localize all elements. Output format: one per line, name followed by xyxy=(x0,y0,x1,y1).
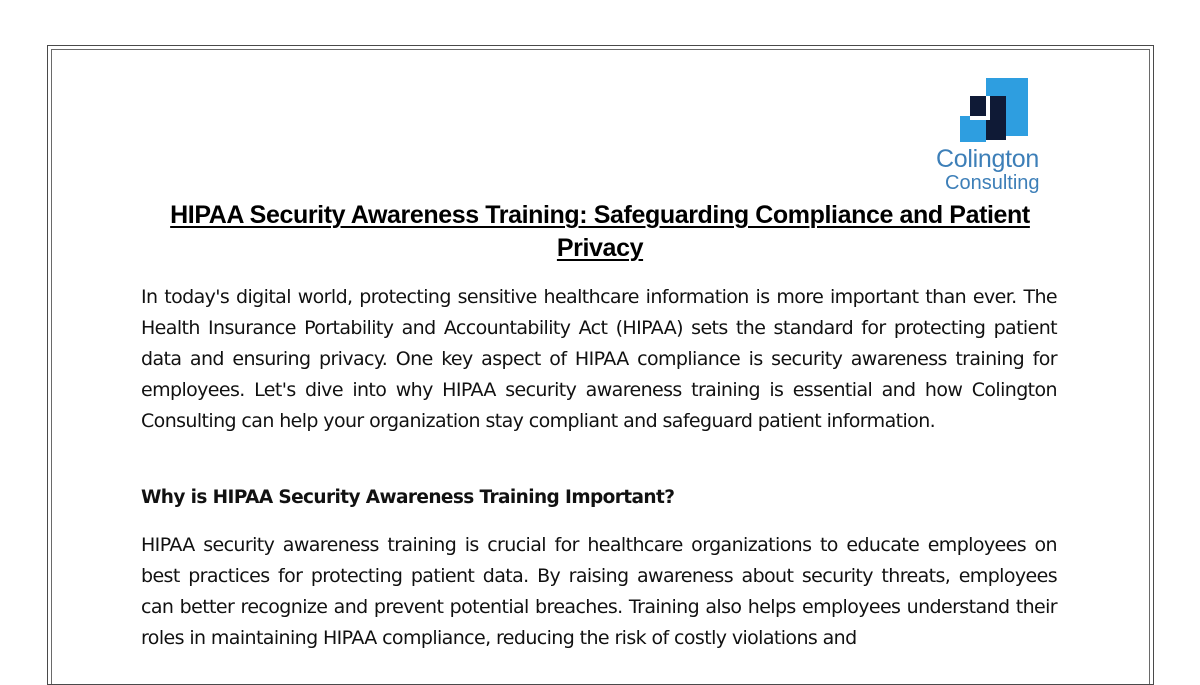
document-title: HIPAA Security Awareness Training: Safeguarding Compliance and Patient Privacy xyxy=(170,201,1030,262)
section-heading: Why is HIPAA Security Awareness Training Important? xyxy=(141,487,675,508)
logo-text-colington: Colington xyxy=(936,145,1039,173)
section-paragraph: HIPAA security awareness training is crucial for healthcare organizations to educate employees on best practices for protecting patient data. By raising awareness about security threats, employees can better recognize and prevent potential breaches. Training also helps employees understand their roles in maintaining HIPAA compliance, reducing the risk of costly violations and xyxy=(141,534,1057,649)
intro-paragraph: In today's digital world, protecting sensitive healthcare information is more important than ever. The Health Insurance Portability and Accountability Act (HIPAA) sets the standard for protecting patient data and ensuring privacy. One key aspect of HIPAA compliance is security awareness training for employees. Let's dive into why HIPAA security awareness training is essential and how Colington Consulting can help your organization stay compliant and safeguard patient information. xyxy=(141,286,1057,432)
company-logo xyxy=(934,78,1058,196)
logo-squares-icon xyxy=(960,78,1028,142)
logo-text-consulting: Consulting xyxy=(945,172,1040,194)
